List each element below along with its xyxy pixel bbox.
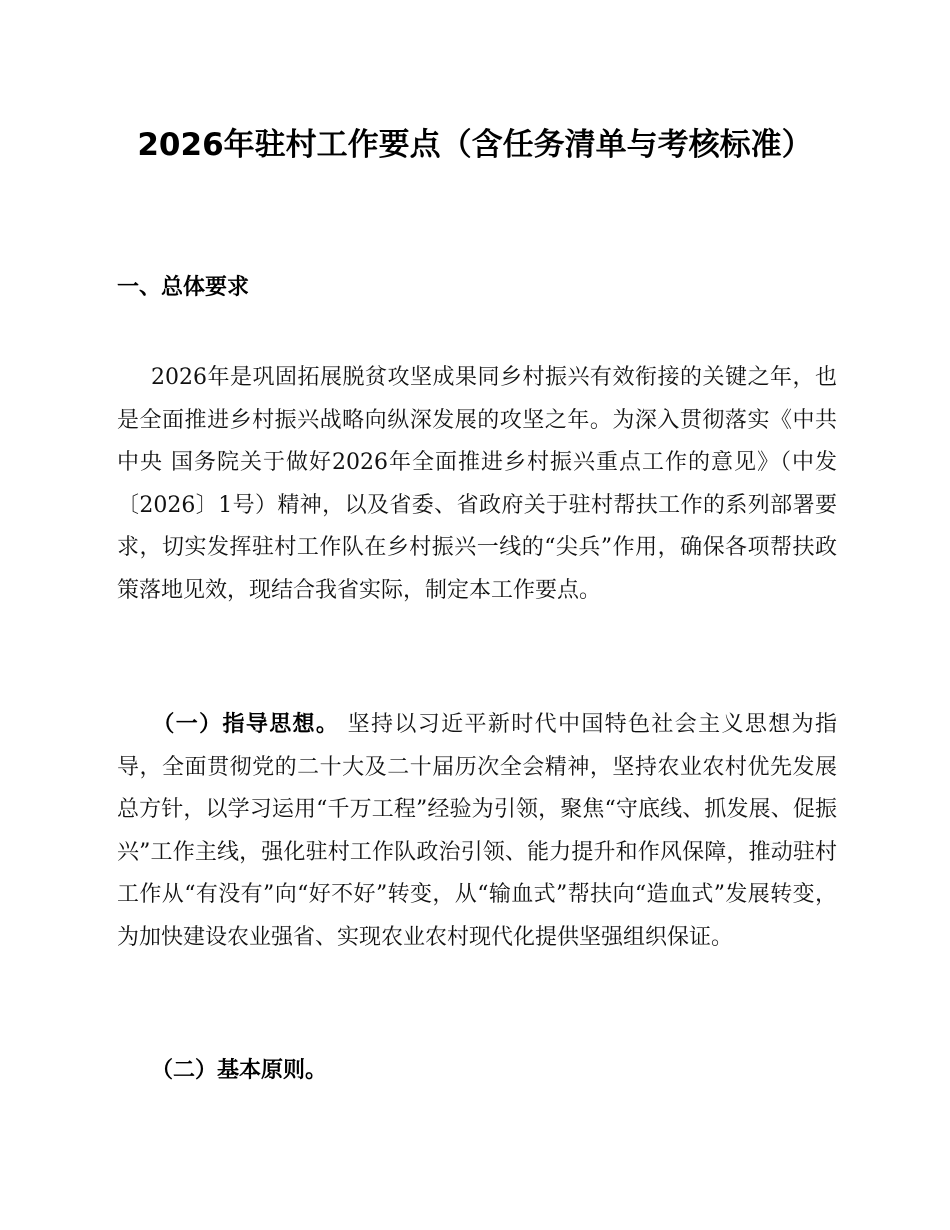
guiding-thought-label: （一）指导思想。 bbox=[151, 712, 340, 737]
guiding-thought-paragraph bbox=[117, 704, 837, 960]
section-heading-overall-requirements: 一、总体要求 bbox=[117, 275, 250, 300]
document-title: 2026年驻村工作要点（含任务清单与考核标准） bbox=[137, 127, 813, 163]
basic-principles-label: （二）基本原则。 bbox=[151, 1058, 328, 1083]
guiding-thought-text: 坚持以习近平新时代中国特色社会主义思想为指导，全面贯彻党的二十大及二十届历次全会精神，坚持农业农村优先发展总方针，以学习运用“千万工程”经验为引领，聚焦“守底线、抓发展、促振兴”工作主线，强化驻村工作队政治引领、能力提升和作风保障，推动驻村工作从“有没有”向“好不好”转变，从“输血式”帮扶向“造血式”发展转变，为加快建设农业强省、实现农业农村现代化提供坚强组织保证。 bbox=[117, 712, 837, 950]
intro-paragraph-text: 2026年是巩固拓展脱贫攻坚成果同乡村振兴有效衔接的关键之年，也是全面推进乡村振兴战略向纵深发展的攻坚之年。为深入贯彻落实《中共中央 国务院关于做好2026年全面推进乡村振兴重点工作的意见》（中发〔2026〕1号）精神，以及省委、省政府关于驻村帮扶工作的系列部署要求，切实发挥驻村工作队在乡村振兴一线的“尖兵”作用，确保各项帮扶政策落地见效，现结合我省实际，制定本工作要点。 bbox=[117, 365, 837, 603]
intro-paragraph bbox=[117, 357, 837, 613]
basic-principles-paragraph bbox=[117, 1050, 837, 1093]
